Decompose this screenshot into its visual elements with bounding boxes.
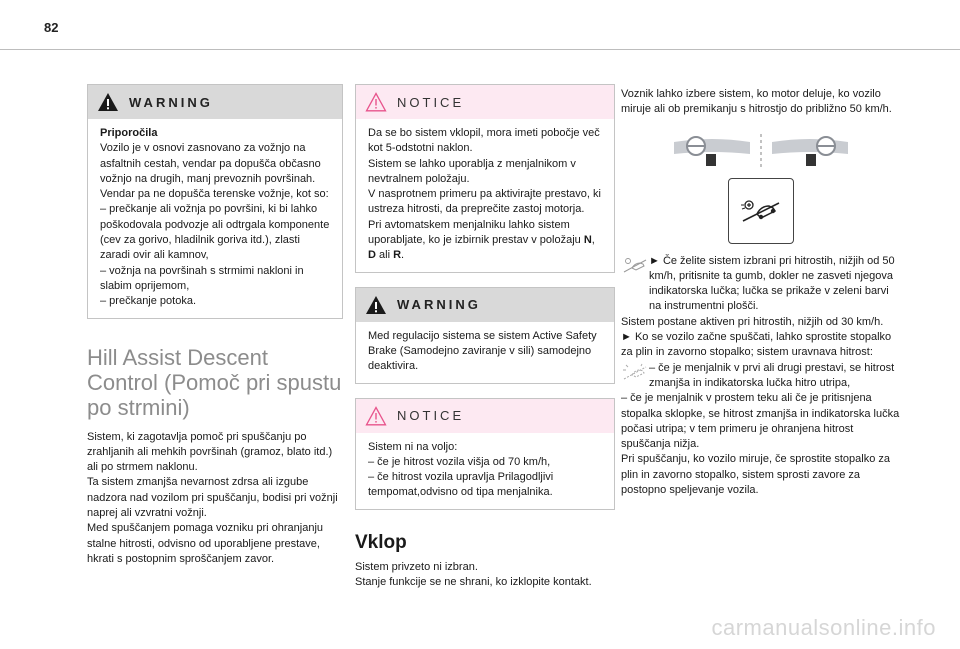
vklop-heading: Vklop (355, 531, 407, 553)
warning-header-2 (356, 288, 614, 322)
warning-subtitle: Priporočila (100, 127, 158, 139)
gear-sep: ali (375, 249, 394, 262)
notice-box-1 (355, 84, 615, 273)
auto-prefix: Pri avtomatskem menjalniku lahko sistem uporabljate, ko je izbirnik prestav v položaju (368, 218, 584, 247)
warning-triangle-icon (365, 295, 387, 315)
activation-text: Sistem postane aktiven pri hitrostih, nižjih od 30 km/h. (621, 315, 884, 328)
hill-descent-button (728, 178, 794, 244)
vklop-line: Stanje funkcije se ne shrani, ko izklopite kontakt. (355, 576, 592, 589)
body-paragraph: Ta sistem zmanjša nevarnost zdrsa ali izgube nadzora nad vozilom pri spuščanju, bodisi pri vožnji naprej ali vzvratni vožnji. (87, 476, 338, 520)
notice-line: – če je hitrost vozila višja od 70 km/h, (368, 455, 551, 468)
warning-line: – vožnja na površinah s strmimi nakloni in slabim oprijemom, (100, 264, 304, 292)
hill-descent-car-icon (739, 197, 783, 225)
notice-line: Sistem se lahko uporablja z menjalnikom v nevtralnem položaju. (368, 157, 576, 185)
stationary-release-text: Pri spuščanju, ko vozilo miruje, če sprostite stopalko za plin in zavorno stopalko, sistem sprosti zavore za postopno speljevanje vozila. (621, 453, 891, 497)
neutral-clutch-text: – če je menjalnik v prostem teku ali če je pritisnjena stopalka sklopke, se hitrost zmanjša in indikatorska lučka počasi utripa; v tem primeru je ohranjena hitrost spuščanja nižja. (621, 392, 900, 451)
warning-line: Vendar pa ne dopušča terenske vožnje, kot so: (100, 188, 329, 201)
warning-header (88, 85, 342, 119)
divider-dashed-icon (758, 132, 764, 172)
gear-first-second-text: – če je menjalnik v prvi ali drugi prestavi, se hitrost zmanjša in indikatorska lučka hitro utripa, (649, 361, 895, 389)
vklop-body (355, 560, 615, 591)
hill-descent-blinking-icon (621, 363, 649, 381)
notice-line-auto (368, 218, 604, 264)
gear-n: N (583, 234, 592, 247)
notice-body-1 (356, 119, 614, 272)
warning-text: Med regulacijo sistema se sistem Active Safety Brake (Samodejno zaviranje v sili) samodejno deaktivira. (368, 329, 597, 373)
warning-box (87, 84, 343, 319)
page-number: 82 (44, 20, 59, 35)
notice-line: Da se bo sistem vklopil, mora imeti pobočje več kot 5-odstotni naklon. (368, 127, 600, 155)
watermark: carmanualsonline.info (711, 615, 936, 640)
release-pedals-text: ► Ko se vozilo začne spuščati, lahko sprostite stopalko za plin in zavorno stopalko; sistem uravnava hitrost: (621, 331, 892, 359)
press-button-text: ► Če želite sistem izbrani pri hitrostih, nižjih od 50 km/h, pritisnite ta gumb, dokler ne zasveti njegova indikatorska lučka; lučka se prikaže v zeleni barvi na instrumentni plošči. (649, 254, 895, 313)
notice-title-1: NOTICE (397, 94, 465, 110)
notice-header-2 (356, 399, 614, 433)
warning-title-2: WARNING (397, 297, 481, 313)
gear-end: . (401, 249, 405, 262)
gear-sep: , (591, 234, 595, 247)
right-hand-drive-dashboard-icon (768, 132, 852, 172)
warning-line: Vozilo je v osnovi zasnovano za vožnjo na asfaltnih cestah, vendar pa dopušča občasno vožnjo na drugih, manj prevoznih površinah. (100, 142, 321, 185)
warning-body-2 (356, 322, 614, 383)
notice-body-2 (356, 433, 614, 509)
gear-r: R (393, 249, 402, 262)
hill-descent-button-figure (621, 178, 901, 244)
notice-triangle-icon (365, 92, 387, 112)
notice-triangle-icon (365, 406, 387, 426)
notice-line: – če hitrost vozila upravlja Prilagodljivi tempomat,odvisno od tipa menjalnika. (368, 471, 554, 499)
dashboard-illustration (621, 132, 901, 172)
warning-title: WARNING (129, 94, 213, 110)
notice-line: V nasprotnem primeru pa aktivirajte prestavo, ki ustreza hitrosti, da preprečite zastoj motorja. (368, 188, 601, 216)
vklop-line: Sistem privzeto ni izbran. (355, 560, 478, 573)
intro-paragraph: Voznik lahko izbere sistem, ko motor deluje, ko vozilo miruje ali ob premikanju s hitrostjo do približno 50 km/h. (621, 88, 892, 116)
warning-line: – prečkanje potoka. (100, 295, 197, 308)
header-rule (0, 49, 960, 50)
middle-column (355, 84, 615, 590)
body-paragraph: Sistem, ki zagotavlja pomoč pri spuščanju po zrahljanih ali mehkih površinah (gramoz, blato itd.) ali po strmem naklonu. (87, 430, 333, 474)
right-column (621, 87, 901, 498)
notice-title-2: NOTICE (397, 408, 465, 424)
press-button-instruction (621, 254, 901, 315)
hill-descent-small-icon (621, 256, 649, 274)
section-body (87, 430, 343, 568)
section-heading: Hill Assist Descent Control (Pomoč pri spustu po strmini) (87, 344, 342, 420)
gear-first-second-instruction (621, 361, 901, 392)
body-paragraph: Med spuščanjem pomaga vozniku pri ohranjanju stalne hitrosti, odvisno od uporabljene prestave, hkrati s postopnim sproščanjem zavor. (87, 522, 324, 565)
warning-triangle-icon (97, 92, 119, 112)
notice-header-1 (356, 85, 614, 119)
warning-body (88, 119, 342, 318)
left-hand-drive-dashboard-icon (670, 132, 754, 172)
warning-line: – prečkanje ali vožnja po površini, ki bi lahko poškodovala podvozje ali odtrgala komponente (cev za gorivo, hladilnik goriva itd.), zlasti zaradi ovir ali kamnov, (100, 203, 330, 262)
warning-box-2 (355, 287, 615, 384)
left-column (87, 84, 343, 567)
gear-d: D (368, 249, 376, 262)
notice-line: Sistem ni na voljo: (368, 440, 458, 453)
notice-box-2 (355, 398, 615, 510)
